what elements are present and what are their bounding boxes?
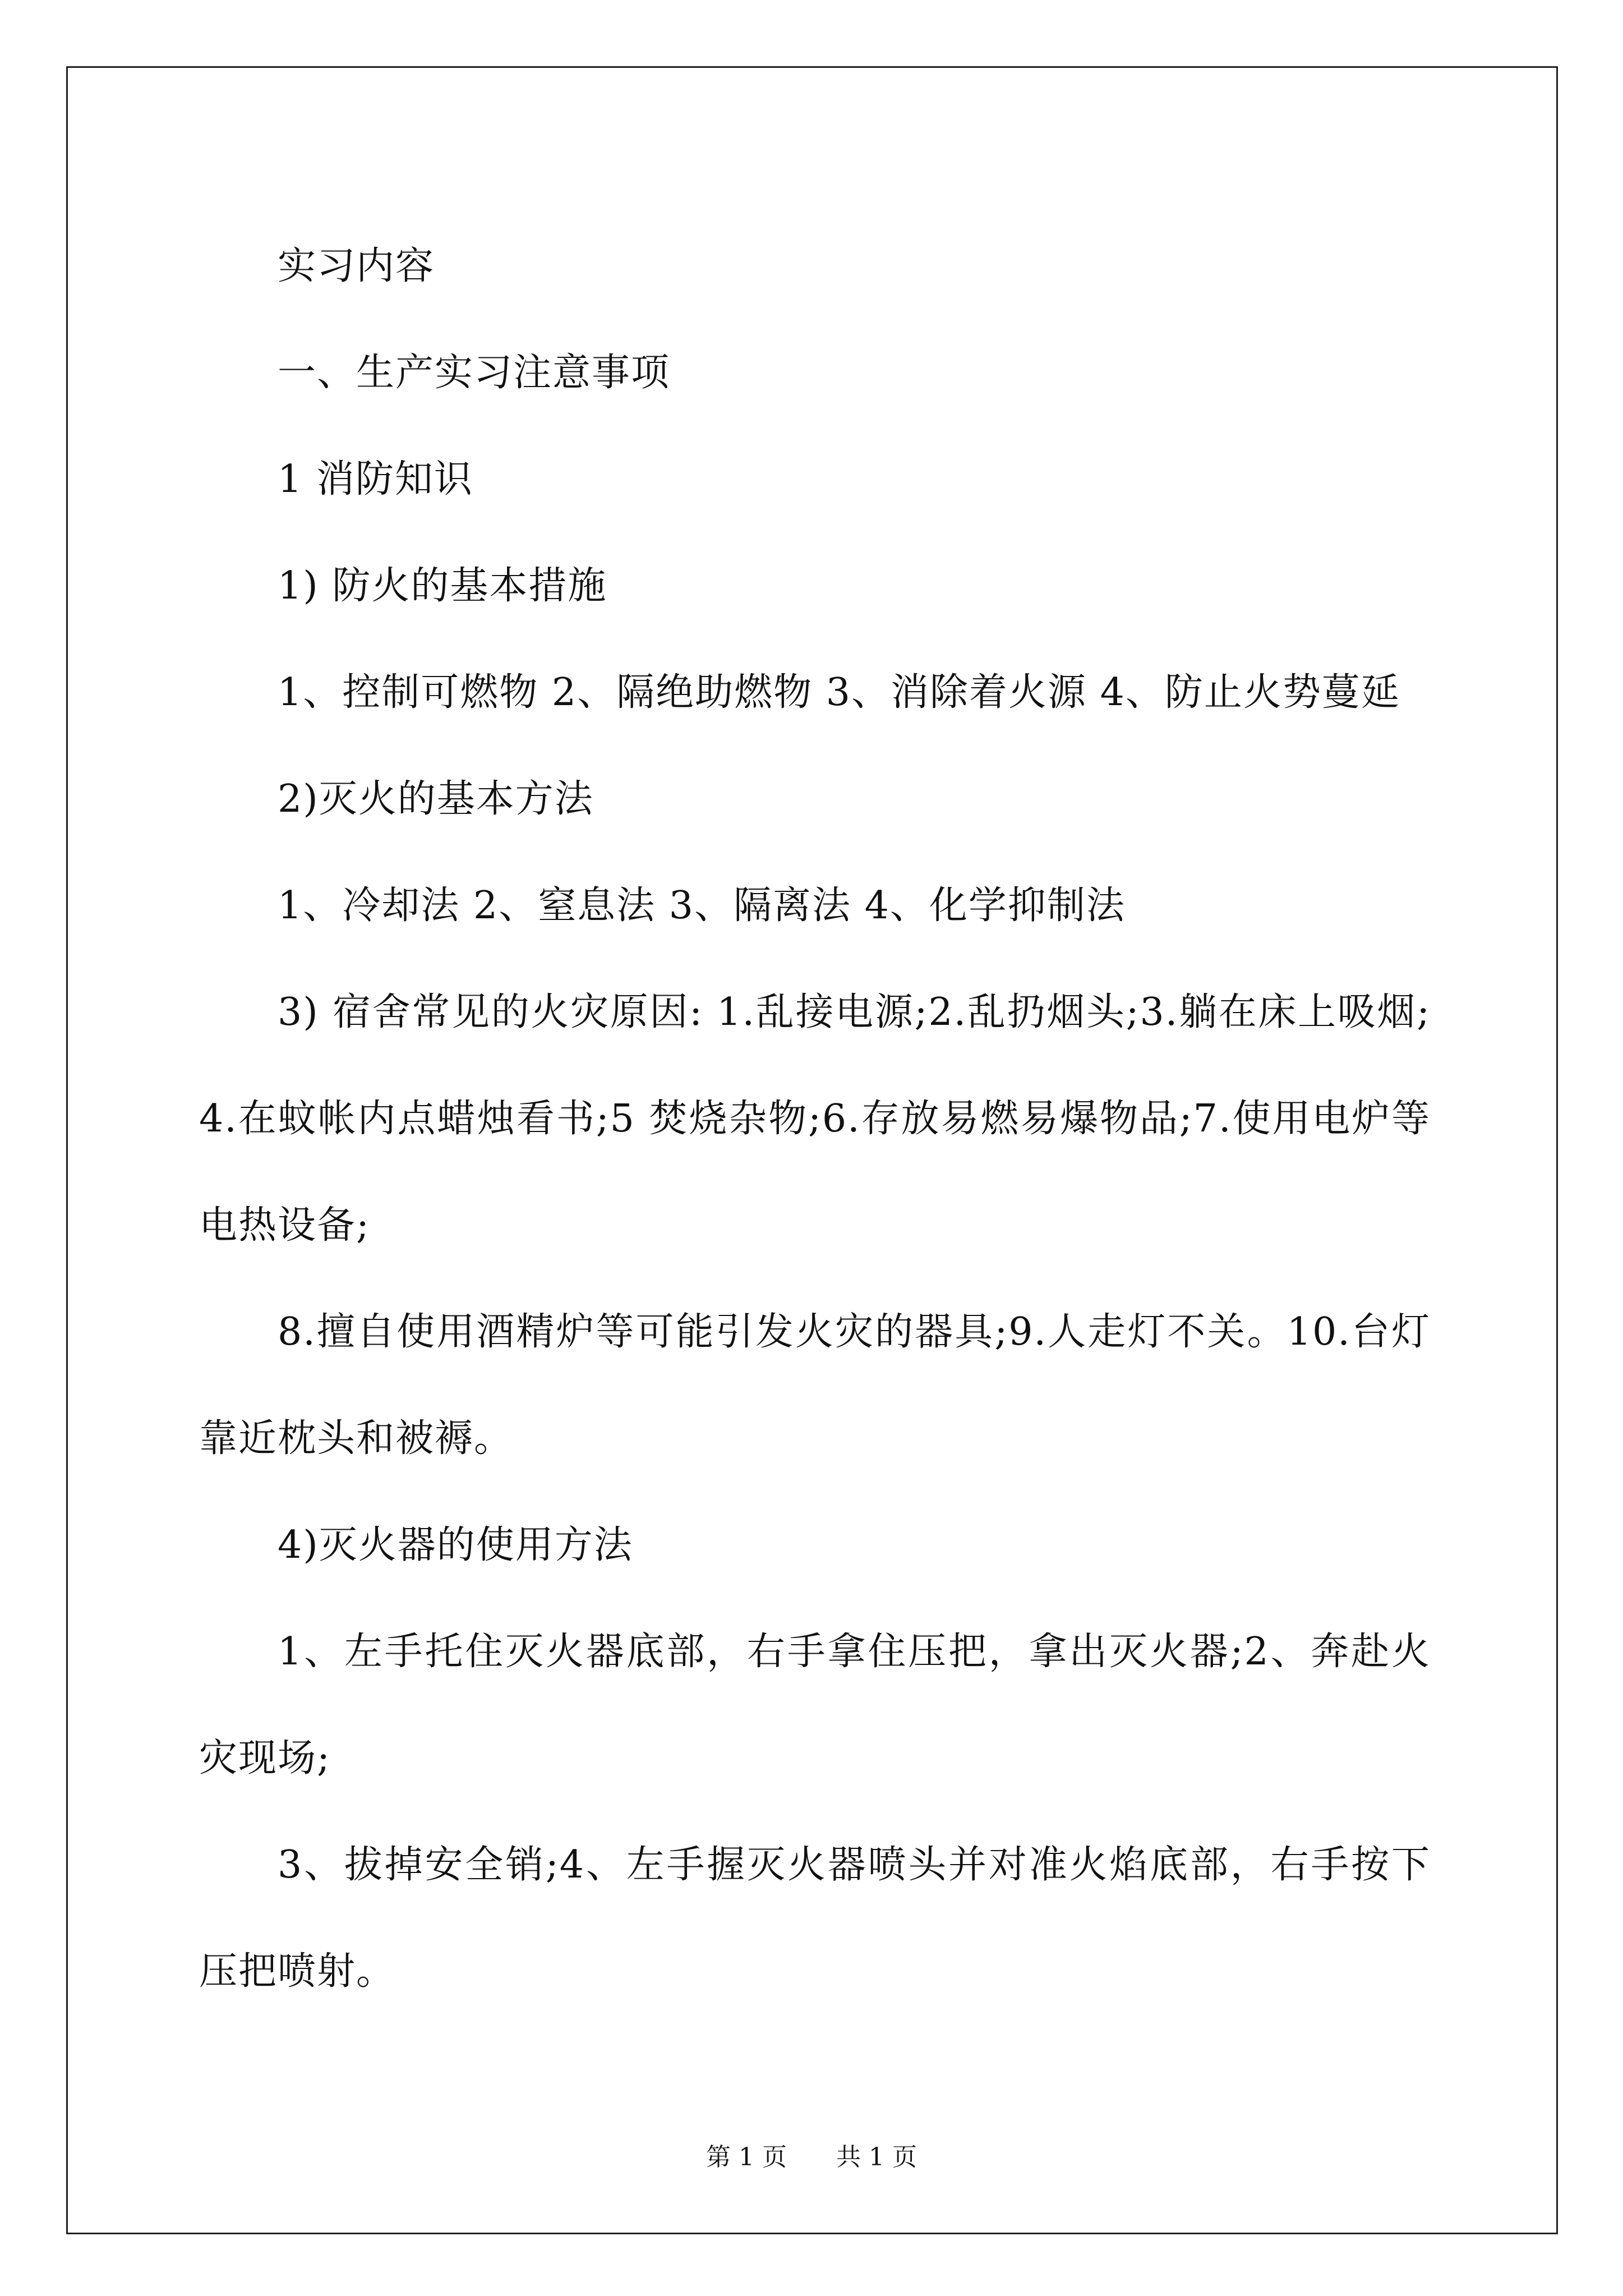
page-footer [0, 2142, 1623, 2173]
page-total: 共 1 页 [836, 2143, 917, 2171]
subsection-heading: 1 消防知识 [278, 457, 473, 501]
paragraph: 1、左手托住灭火器底部，右手拿住压把，拿出灭火器;2、奔赴火灾现场; [199, 1630, 1431, 1780]
document-body [199, 213, 1431, 2025]
paragraph: 3、拔掉安全销;4、左手握灭火器喷头并对准火焰底部，右手按下压把喷射。 [199, 1843, 1431, 1994]
subsection-heading: 2)灭火的基本方法 [278, 777, 594, 821]
section-heading: 实习内容 [278, 244, 435, 288]
subsection-heading: 4)灭火器的使用方法 [278, 1523, 633, 1567]
paragraph: 3) 宿舍常见的火灾原因: 1.乱接电源;2.乱扔烟头;3.躺在床上吸烟;4.在蚊帐内点蜡烛看书;5 焚烧杂物;6.存放易燃易爆物品;7.使用电炉等电热设备; [199, 990, 1431, 1248]
paragraph: 8.擅自使用酒精炉等可能引发火灾的器具;9.人走灯不关。10.台灯靠近枕头和被褥。 [199, 1310, 1431, 1461]
section-heading: 一、生产实习注意事项 [278, 351, 671, 395]
paragraph: 1、控制可燃物 2、隔绝助燃物 3、消除着火源 4、防止火势蔓延 [278, 670, 1400, 715]
subsection-heading: 1) 防火的基本措施 [278, 564, 607, 608]
page-number: 第 1 页 [706, 2143, 787, 2171]
paragraph: 1、冷却法 2、窒息法 3、隔离法 4、化学抑制法 [278, 884, 1126, 928]
